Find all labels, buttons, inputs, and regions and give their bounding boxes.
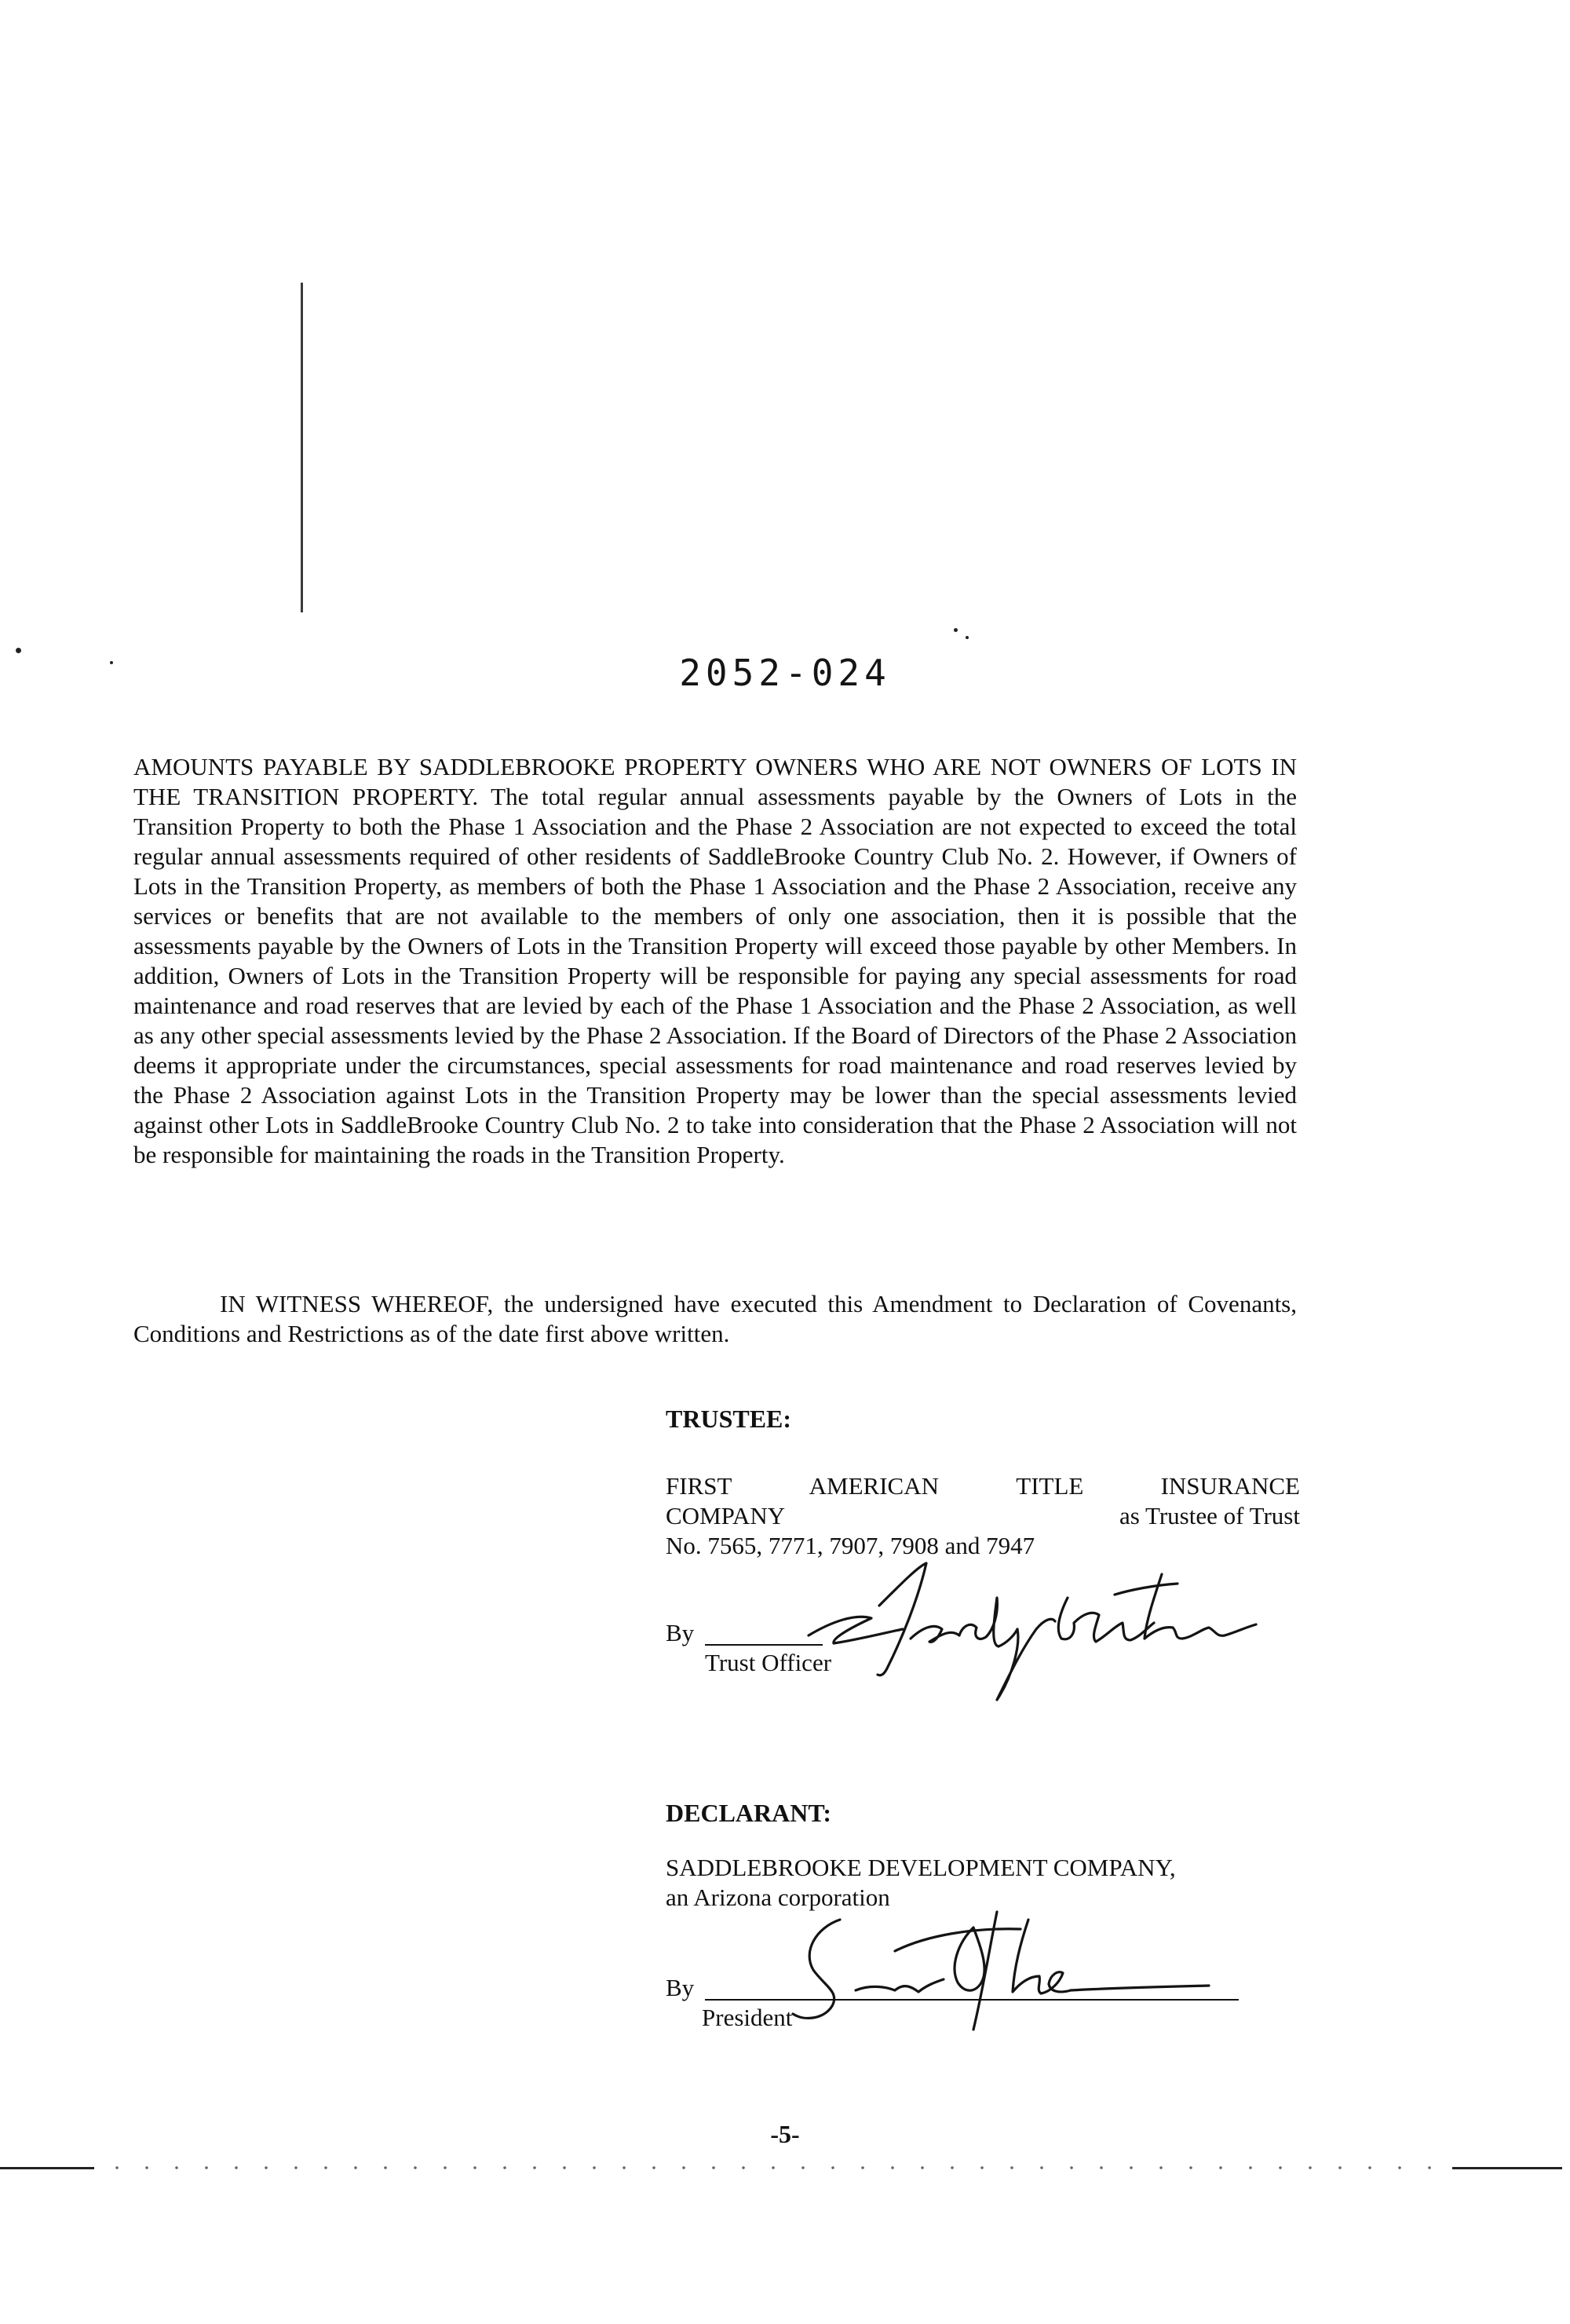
trustee-word: TITLE	[1016, 1472, 1084, 1500]
declarant-heading: DECLARANT:	[666, 1799, 831, 1827]
trustee-company-line2	[666, 1501, 1300, 1531]
scan-edge-dots	[102, 2165, 1452, 2171]
scan-speck	[954, 628, 958, 632]
paragraph-body: The total regular annual assessments payable by the Owners of Lots in the Transition Property to both the Phase 1 Association and the Phase 2 Association are not expected to exceed the total regular annual assessments required of other residents of SaddleBrooke Country Club No. 2. However, if Owners of Lots in the Transition Property, as members of both the Phase 1 Association and the Phase 2 Association, receive any services or benefits that are not available to the members of only one association, then it is possible that the assessments payable by the Owners of Lots in the Transition Property will exceed those payable by other Members. In addition, Owners of Lots in the Transition Property will be responsible for paying any special assessments for road maintenance and road reserves that are levied by each of the Phase 1 Association and the Phase 2 Association, as well as any other special assessments levied by the Phase 2 Association. If the Board of Directors of the Phase 2 Association deems it appropriate under the circumstances, special assessments for road maintenance and road reserves levied by the Phase 2 Association against Lots in the Transition Property may be lower than the special assessments levied against other Lots in SaddleBrooke Country Club No. 2 to take into consideration that the Phase 2 Association will not be responsible for maintaining the roads in the Transition Property.	[133, 783, 1297, 1168]
trustee-heading: TRUSTEE:	[666, 1405, 792, 1433]
document-number: 2052-024	[679, 652, 891, 694]
trustee-word: as Trustee of Trust	[1119, 1502, 1300, 1529]
declarant-by-label: By	[666, 1974, 695, 2001]
trustee-signature	[785, 1551, 1287, 1708]
trustee-word: COMPANY	[666, 1502, 786, 1529]
trustee-company-line3: No. 7565, 7771, 7907, 7908 and 7947	[666, 1532, 1035, 1559]
paragraph-lead: AMOUNTS PAYABLE BY SADDLEBROOKE PROPERTY OWNERS WHO ARE NOT OWNERS OF LOTS IN THE TRANSITION PROPERTY.	[133, 753, 1297, 810]
trustee-word: FIRST	[666, 1472, 732, 1500]
scan-edge-rule-left	[0, 2167, 94, 2169]
scan-speck	[966, 636, 969, 639]
trustee-by-label: By	[666, 1619, 695, 1646]
page-number: -5-	[770, 2120, 800, 2148]
paragraph-amounts-payable	[133, 752, 1297, 1170]
declarant-company-line1: SADDLEBROOKE DEVELOPMENT COMPANY,	[666, 1854, 1176, 1881]
trustee-title: Trust Officer	[705, 1649, 832, 1676]
trustee-word: AMERICAN	[809, 1472, 940, 1500]
declarant-title: President	[702, 2004, 793, 2031]
declarant-signature	[738, 1904, 1240, 2045]
trustee-word: INSURANCE	[1160, 1472, 1300, 1500]
scan-margin-line	[301, 283, 303, 612]
scan-edge-rule-right	[1452, 2167, 1562, 2169]
trustee-company	[666, 1471, 1300, 1561]
paragraph-witness: IN WITNESS WHEREOF, the undersigned have executed this Amendment to Declaration of Covenants, Conditions and Restrictions as of the date first above written.	[133, 1290, 1297, 1347]
trustee-company-line1	[666, 1471, 1300, 1501]
declarant-company-line2: an Arizona corporation	[666, 1884, 890, 1911]
